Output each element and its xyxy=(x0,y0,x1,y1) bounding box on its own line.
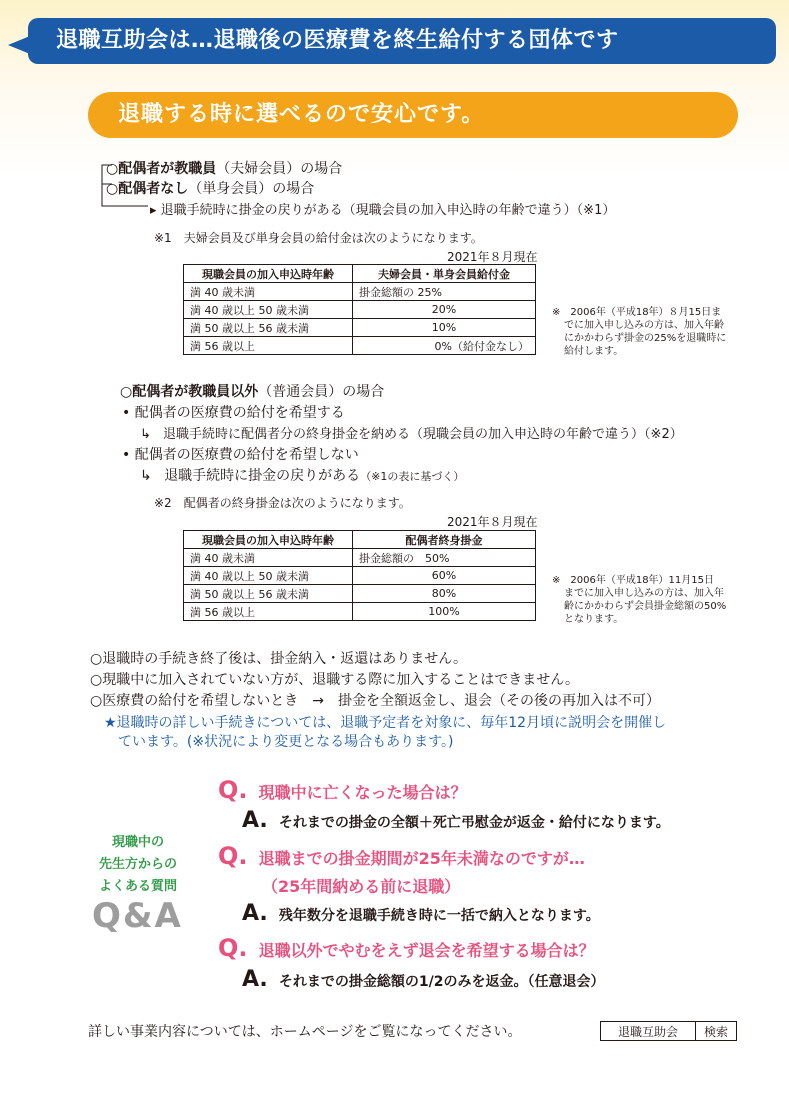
table-header: 現職会員の加入申込時年齢 xyxy=(184,265,353,283)
answer-mark-icon: A. xyxy=(242,808,268,833)
table-cell: 満 40 歳以上 50 歳未満 xyxy=(184,567,353,585)
table-row xyxy=(184,337,536,355)
faq-label: 現職中の 先生方からの よくある質問 xyxy=(98,835,177,894)
table-cell: 10% xyxy=(353,319,536,337)
faq-question-sub: （25年間納める前に退職） xyxy=(262,877,461,896)
table-row xyxy=(184,283,536,301)
table-header: 夫婦会員・単身会員給付金 xyxy=(353,265,536,283)
qa-mark: Q&A xyxy=(92,896,183,936)
faq-item-1 xyxy=(218,776,467,804)
note-no-payment-after-retire: ○退職時の手続き終了後は、掛金納入・返還はありません。 xyxy=(90,651,468,667)
footer-text: 詳しい事業内容については、ホームページをご覧になってください。 xyxy=(88,1024,522,1040)
table-cell: 満 40 歳以上 50 歳未満 xyxy=(184,301,353,319)
case2-table xyxy=(183,530,536,621)
question-mark-icon: Q. xyxy=(218,934,248,962)
table-cell: 掛金総額の 50% xyxy=(353,549,536,567)
table-header: 配偶者終身掛金 xyxy=(353,531,536,549)
faq-question: 退職までの掛金期間が25年未満なのですが… xyxy=(258,849,585,868)
faq-question: 現職中に亡くなった場合は？ xyxy=(258,783,467,802)
case2-side-note: ※ 2006年（平成18年）11月15日 までに加入申し込みの方は、加入年 齢にかかわらず会員掛金総額の50% となります。 xyxy=(552,575,727,625)
faq-item-2 xyxy=(218,842,585,870)
search-term-box[interactable]: 退職互助会 xyxy=(600,1021,696,1041)
case2-bullet2-sub: ↳ 退職手続時に掛金の戻りがある（※1の表に基づく） xyxy=(140,468,465,484)
star-note-line2: ています。(※状況により変更となる場合もあります。) xyxy=(118,734,454,750)
case2-as-of: 2021年８月現在 xyxy=(447,515,538,529)
table-header-row xyxy=(184,265,536,283)
table-row xyxy=(184,549,536,567)
case1-side-note: ※ 2006年（平成18年）８月15日ま でに加入申し込みの方は、加入年齢 にかかわらず掛金の25%を退職時に 給付します。 xyxy=(552,307,727,357)
answer-mark-icon: A. xyxy=(242,967,268,992)
bullet-icon: • xyxy=(122,405,131,421)
table-cell: 満 40 歳未満 xyxy=(184,549,353,567)
faq-answer: 残年数分を退職手続き時に一括で納入となります。 xyxy=(278,908,600,924)
table-cell: 満 50 歳以上 56 歳未満 xyxy=(184,585,353,603)
case2-bullet1-sub: ↳ 退職手続時に配偶者分の終身掛金を納める（現職会員の加入申込時の年齢で違う）（※2） xyxy=(140,427,683,442)
faq-answer: それまでの掛金総額の1/2のみを返金。（任意退会） xyxy=(278,974,605,990)
faq-question: 退職以外でやむをえず退会を希望する場合は？ xyxy=(258,941,595,960)
note-no-join-at-retire: ○現職中に加入されていない方が、退職する際に加入することはできません。 xyxy=(90,672,580,688)
case2-bullet1: • 配偶者の医療費の給付を希望する xyxy=(122,405,345,421)
arrow-right-icon: ▸ xyxy=(150,203,157,218)
case2-bullet2: • 配偶者の医療費の給付を希望しない xyxy=(122,447,359,463)
table-cell: 満 56 歳以上 xyxy=(184,337,353,355)
return-arrow-icon: ↳ xyxy=(140,468,152,484)
table-cell: 満 50 歳以上 56 歳未満 xyxy=(184,319,353,337)
section-heading: 退職する時に選べるので安心です。 xyxy=(88,92,738,138)
table-row xyxy=(184,567,536,585)
answer-mark-icon: A. xyxy=(242,901,268,926)
table-cell: 掛金総額の 25% xyxy=(353,283,536,301)
case1-as-of: 2021年８月現在 xyxy=(447,250,538,264)
table-header: 現職会員の加入申込時年齢 xyxy=(184,531,353,549)
faq-answer-1 xyxy=(242,808,670,833)
faq-answer-3 xyxy=(242,967,605,992)
table-cell: 満 40 歳未満 xyxy=(184,283,353,301)
case-married-teacher: ○配偶者が教職員（夫婦会員）の場合 xyxy=(106,161,343,177)
star-note-line1: ★退職時の詳しい手続きについては、退職予定者を対象に、毎年12月頃に説明会を開催し xyxy=(104,715,667,731)
case2-note-title: ※2 配偶者の終身掛金は次のようになります。 xyxy=(154,496,411,510)
table-row xyxy=(184,301,536,319)
table-cell: 20% xyxy=(353,301,536,319)
faq-answer-2 xyxy=(242,901,600,926)
case1-refund: ▸ 退職手続時に掛金の戻りがある（現職会員の加入申込時の年齢で違う）（※1） xyxy=(150,203,616,218)
table-row xyxy=(184,319,536,337)
table-cell: 80% xyxy=(353,585,536,603)
table-cell: 60% xyxy=(353,567,536,585)
faq-item-3 xyxy=(218,934,595,962)
banner-arrow xyxy=(8,36,30,54)
table-row xyxy=(184,585,536,603)
bullet-icon: • xyxy=(122,447,131,463)
faq-answer: それまでの掛金の全額＋死亡弔慰金が返金・給付になります。 xyxy=(278,815,670,831)
table-row xyxy=(184,603,536,621)
table-header-row xyxy=(184,531,536,549)
question-mark-icon: Q. xyxy=(218,776,248,804)
table-cell: 100% xyxy=(353,603,536,621)
case-spouse-non-teacher: ○配偶者が教職員以外（普通会員）の場合 xyxy=(120,384,385,400)
case1-note-title: ※1 夫婦会員及び単身会員の給付金は次のようになります。 xyxy=(154,231,483,245)
return-arrow-icon: ↳ xyxy=(140,427,151,442)
case1-table xyxy=(183,264,536,355)
case-single: ○配偶者なし（単身会員）の場合 xyxy=(106,181,315,197)
banner-title: 退職互助会は…退職後の医療費を終生給付する団体です xyxy=(28,18,776,64)
search-button[interactable]: 検索 xyxy=(695,1021,737,1041)
question-mark-icon: Q. xyxy=(218,842,248,870)
table-cell: 0%（給付金なし） xyxy=(353,337,536,355)
note-full-refund: ○医療費の給付を希望しないとき → 掛金を全額返金し、退会（その後の再加入は不可） xyxy=(90,693,660,709)
table-cell: 満 56 歳以上 xyxy=(184,603,353,621)
